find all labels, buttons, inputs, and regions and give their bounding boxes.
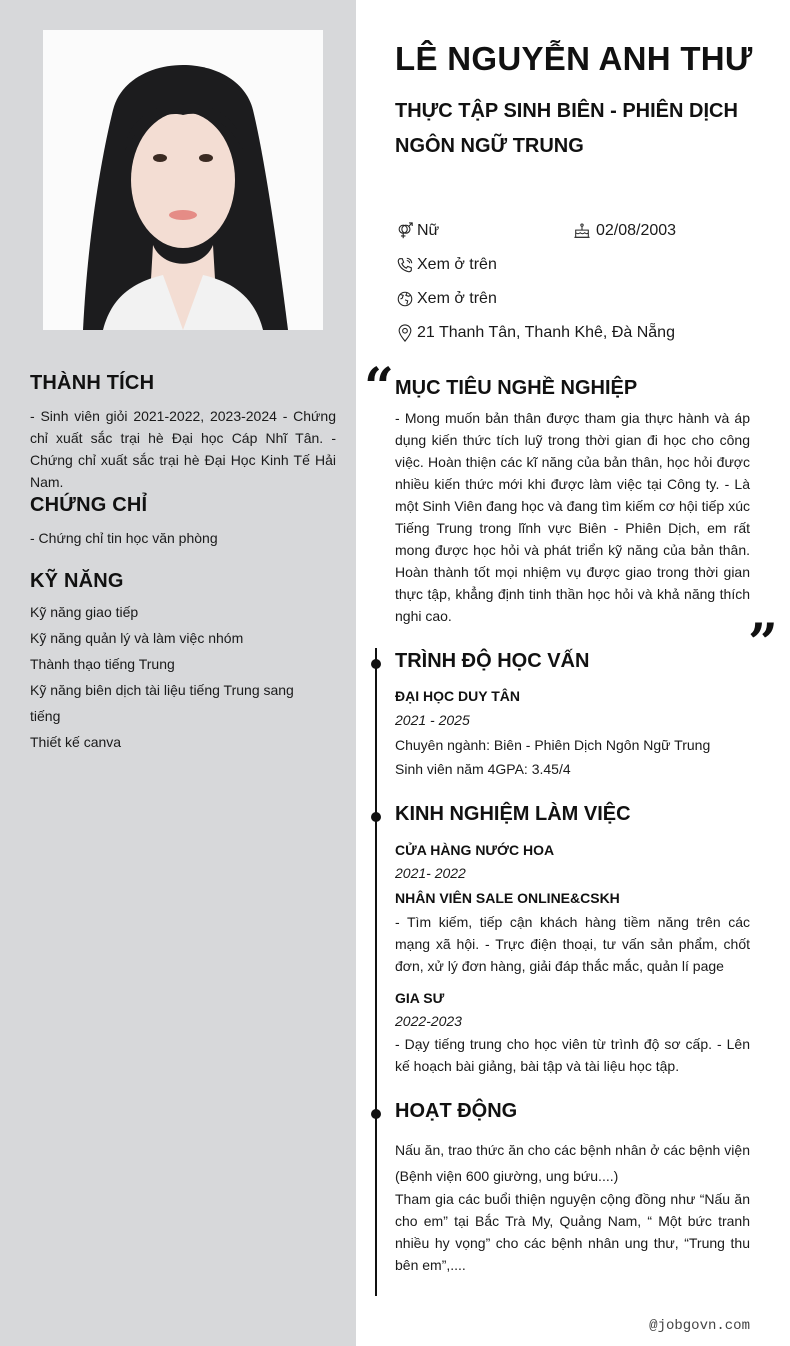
objective-text: - Mong muốn bản thân được tham gia thực hành và áp dụng kiến thức tích luỹ trong thời gian đi học cho công việc. Hoàn thiện các kĩ năng của bản thân, học hỏi được nhiều kiến thức mới khi được làm việc tại Công ty. - Là một Sinh Viên đang học và đang tìm kiếm cơ hội tiếp xúc Tiếng Trung trong lĩnh vực Biên - Phiên Dịch, em rất mong được học hỏi và phát triển kỹ năng của bản thân. Hoàn thành tốt mọi nhiệm vụ được giao trong thời gian thực tập, khẳng định tinh thần học hỏi và khả năng thích nghi cao. [395,410,750,624]
activities-title: HOẠT ĐỘNG [395,1100,518,1122]
full-name: LÊ NGUYỄN ANH THƯ [395,40,753,77]
gender-row [395,221,439,241]
gender-value: Nữ [417,222,440,239]
job-period: 2022-2023 [395,1013,462,1029]
globe-icon [395,289,415,309]
job-period: 2021- 2022 [395,865,466,881]
education-major: Chuyên ngành: Biên - Phiên Dịch Ngôn Ngữ Trung [395,737,711,753]
achievements-section [30,372,336,493]
skill-item: Kỹ năng biên dịch tài liệu tiếng Trung sang tiếng [30,682,294,724]
watermark: @jobgovn.com [649,1318,750,1334]
experience-title: KINH NGHIỆM LÀM VIỆC [395,803,631,825]
birthday-value: 02/08/2003 [596,222,677,239]
certificates-title: CHỨNG CHỈ [30,494,148,516]
profile-photo [43,30,323,330]
skills-section [30,570,300,755]
job-position: NHÂN VIÊN SALE ONLINE&CSKH [395,890,620,906]
objective-title: MỤC TIÊU NGHỀ NGHIỆP [395,377,638,399]
job-description: - Dạy tiếng trung cho học viên từ trình độ sơ cấp. - Lên kế hoạch bài giảng, bài tập và tài liệu học tập. [395,1036,750,1074]
education-note: Sinh viên năm 4GPA: 3.45/4 [395,761,571,777]
skill-item: Kỹ năng giao tiếp [30,604,139,620]
activity-item: Nấu ăn, trao thức ăn cho các bệnh nhân ở các bệnh viện (Bệnh viện 600 giường, ung bứu....) [395,1142,750,1184]
school-name: ĐẠI HỌC DUY TÂN [395,688,520,704]
address-row [395,323,675,343]
map-pin-icon [395,323,415,343]
skills-title: KỸ NĂNG [30,570,124,592]
website-row [395,289,497,309]
birthday-row [572,221,676,241]
timeline-dot [371,659,381,669]
portrait-illustration [43,30,323,330]
certificates-text: - Chứng chỉ tin học văn phòng [30,530,218,546]
timeline-dot [371,1109,381,1119]
skill-item: Kỹ năng quản lý và làm việc nhóm [30,630,244,646]
achievements-text: - Sinh viên giỏi 2021-2022, 2023-2024 - Chứng chỉ xuất sắc trại hè Đại học Cáp Nhĩ Tân. - Chứng chỉ xuất sắc trại hè Đại Học Kinh Tế Hải Nam. [30,408,336,490]
timeline-dot [371,812,381,822]
achievements-title: THÀNH TÍCH [30,372,155,394]
birthday-cake-icon [572,221,592,241]
phone-icon [395,255,415,275]
education-title: TRÌNH ĐỘ HỌC VẤN [395,650,590,672]
certificates-section [30,494,336,549]
main-content [356,0,790,1346]
job-company: CỬA HÀNG NƯỚC HOA [395,842,555,858]
sidebar [0,0,356,1346]
job-description: - Tìm kiếm, tiếp cận khách hàng tiềm năng trên các mạng xã hội. - Trực điện thoại, tư vấn sản phẩm, chốt đơn, xử lý đơn hàng, giải đáp thắc mắc, quản lí page [395,914,750,974]
gender-icon [395,221,415,241]
website-value: Xem ở trên [417,290,497,307]
skill-item: Thành thạo tiếng Trung [30,656,175,672]
skill-item: Thiết kế canva [30,734,122,750]
phone-value: Xem ở trên [417,256,497,273]
close-quote-icon: ” [748,613,778,674]
timeline-line [375,648,377,1296]
phone-row [395,255,497,275]
open-quote-icon: “ [364,357,394,418]
activity-item: Tham gia các buổi thiện nguyện cộng đồng như “Nấu ăn cho em” tại Bắc Trà My, Quảng Nam, “ Một bức tranh nhiều hy vọng” cho các bệnh nhân ung thư, “Trung thu bên em”,.... [395,1191,750,1273]
job-title: THỰC TẬP SINH BIÊN - PHIÊN DỊCH NGÔN NGỮ TRUNG [395,100,738,157]
address-value: 21 Thanh Tân, Thanh Khê, Đà Nẵng [417,324,675,341]
education-period: 2021 - 2025 [395,712,470,728]
job-company: GIA SƯ [395,990,445,1006]
